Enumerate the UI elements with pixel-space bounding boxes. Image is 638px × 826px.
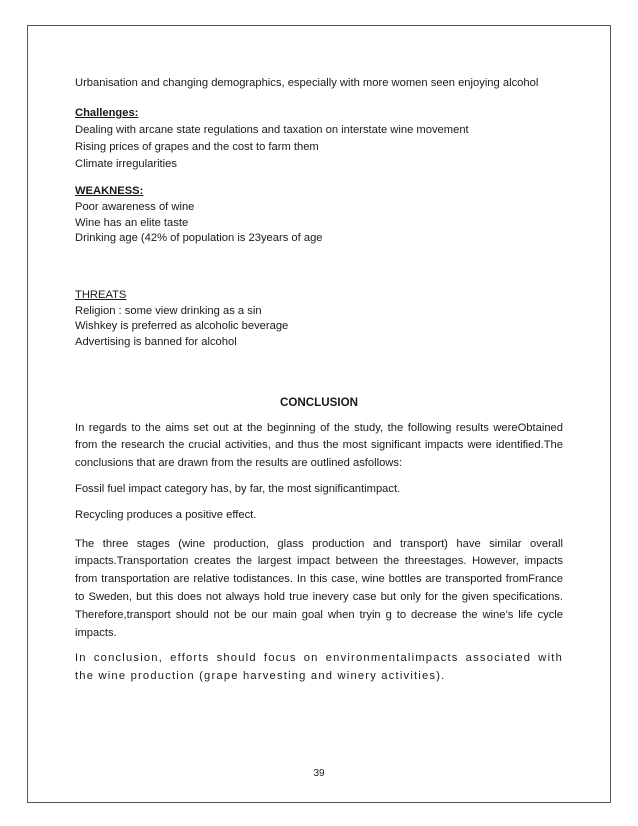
threats-section bbox=[75, 287, 563, 351]
challenges-heading: Challenges: bbox=[75, 107, 139, 119]
threat-item: Advertising is banned for alcohol bbox=[75, 335, 237, 348]
weakness-heading: WEAKNESS: bbox=[75, 185, 144, 197]
challenge-item: Rising prices of grapes and the cost to farm them bbox=[75, 141, 319, 153]
weakness-item: Wine has an elite taste bbox=[75, 216, 189, 229]
conclusion-paragraph: In regards to the aims set out at the beginning of the study, the following results wereObtained from the research the crucial activities, and thus the most significant impacts were identified.The conclusions that are drawn from the results are outlined asfollows: bbox=[75, 421, 563, 470]
intro-paragraph: Urbanisation and changing demographics, especially with more women seen enjoying alcohol bbox=[75, 77, 539, 89]
threat-item: Wishkey is preferred as alcoholic beverage bbox=[75, 320, 289, 333]
document-body bbox=[75, 74, 563, 694]
challenge-item: Climate irregularities bbox=[75, 158, 177, 170]
conclusion-paragraph: The three stages (wine production, glass production and transport) have similar overall impacts.Transportation creates the largest impact between the threestages. However, impacts from transportation are relative todistances. In this case, wine bottles are transported fromFrance to Sweden, but this does not always hold true inevery case but only for the given specifications. Therefore,transport should not be our main goal when tryin g to decrease the wine’s life cycle impacts. bbox=[75, 537, 563, 639]
conclusion-title: CONCLUSION bbox=[280, 395, 358, 409]
threats-heading: THREATS bbox=[75, 288, 127, 301]
threat-item: Religion : some view drinking as a sin bbox=[75, 304, 262, 317]
page-number: 39 bbox=[313, 768, 325, 779]
conclusion-paragraph: Fossil fuel impact category has, by far, the most significantimpact. bbox=[75, 482, 401, 495]
weakness-item: Drinking age (42% of population is 23years of age bbox=[75, 232, 323, 245]
weakness-section bbox=[75, 182, 563, 247]
weakness-item: Poor awareness of wine bbox=[75, 201, 195, 213]
challenge-item: Dealing with arcane state regulations and taxation on interstate wine movement bbox=[75, 124, 469, 136]
challenges-section bbox=[75, 104, 563, 173]
conclusion-paragraph: Recycling produces a positive effect. bbox=[75, 508, 257, 521]
conclusion-paragraph: In conclusion, efforts should focus on environmentalimpacts associated with the wine production (grape harvesting and winery activities). bbox=[75, 652, 563, 683]
